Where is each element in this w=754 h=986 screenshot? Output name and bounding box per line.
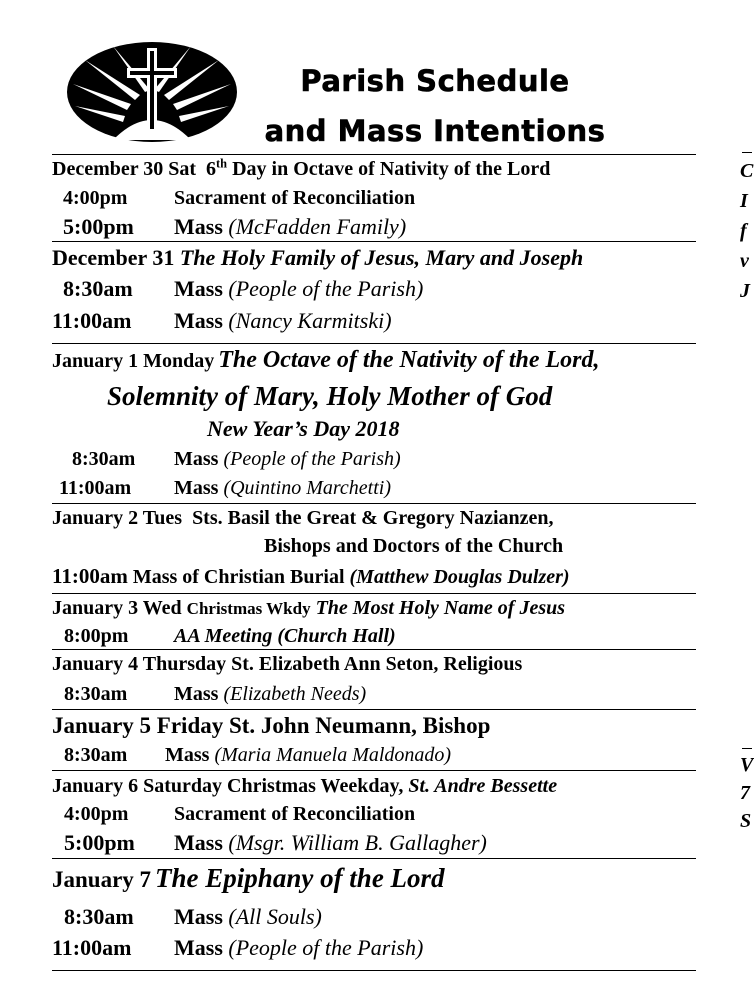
edge-fragment: S (740, 810, 752, 832)
entry-heading: January 6 Saturday Christmas Weekday, St. Andre Bessette (52, 775, 558, 797)
feast-subtitle: New Year’s Day 2018 (207, 416, 400, 441)
schedule-row (52, 679, 696, 709)
edge-divider (742, 748, 752, 749)
row-intention: (All Souls) (228, 904, 322, 929)
row-time: 4:00pm (64, 803, 129, 825)
row-time: 8:30am (72, 448, 136, 470)
schedule-row (52, 828, 696, 858)
edge-fragment: v (740, 250, 749, 272)
row-intention: (Matthew Douglas Dulzer) (349, 566, 570, 588)
schedule-entry (52, 709, 696, 770)
schedule-entry (52, 593, 696, 649)
feast-subtitle: Bishops and Doctors of the Church (264, 535, 564, 557)
row-label: Mass (174, 214, 223, 239)
entry-heading: January 1 Monday The Octave of the Nativity of the Lord, (52, 347, 600, 373)
schedule-row (52, 474, 696, 503)
row-intention: AA Meeting (Church Hall) (174, 625, 396, 647)
feast-name: The Holy Family of Jesus, Mary and Joseph (179, 245, 584, 270)
schedule-entry (52, 649, 696, 709)
edge-fragment: J (740, 280, 750, 302)
row-intention: (People of the Parish) (223, 448, 401, 470)
schedule-row (52, 741, 696, 770)
row-time: 8:30am (64, 744, 128, 766)
row-intention: (Elizabeth Needs) (223, 683, 367, 705)
feast-name: St. Andre Bessette (408, 775, 558, 797)
feast-name: The Octave of the Nativity of the Lord, (218, 347, 600, 373)
row-label: Mass (174, 935, 223, 960)
row-label: Mass (174, 904, 223, 929)
row-time: 8:30am (64, 683, 128, 705)
row-label: Mass (174, 276, 223, 301)
row-label: Mass (165, 744, 210, 766)
schedule-row (52, 931, 696, 970)
schedule-row (52, 623, 696, 649)
row-label: Sacrament of Reconciliation (174, 187, 416, 209)
edge-fragment: f (740, 220, 747, 242)
row-intention: (Quintino Marchetti) (223, 477, 392, 499)
edge-fragment: V (740, 754, 754, 776)
entry-heading: January 2 Tues Sts. Basil the Great & Gregory Nazianzen, (52, 507, 554, 529)
feast-name: The Epiphany of the Lord (155, 863, 445, 893)
row-label: Mass (174, 308, 223, 333)
row-label: Mass (174, 830, 223, 855)
row-intention: (McFadden Family) (228, 214, 407, 239)
edge-fragment: C (740, 160, 754, 182)
row-label: Sacrament of Reconciliation (174, 803, 416, 825)
schedule-row (52, 444, 696, 474)
parish-logo (65, 40, 239, 144)
entry-heading: January 4 Thursday St. Elizabeth Ann Seton, Religious (52, 653, 523, 675)
row-intention: (Maria Manuela Maldonado) (214, 744, 452, 766)
schedule-entry (52, 241, 696, 337)
row-intention: (Msgr. William B. Gallagher) (228, 830, 487, 855)
schedule-entry (52, 503, 696, 593)
edge-divider (742, 152, 752, 153)
page-subtitle: and Mass Intentions (264, 114, 606, 148)
entry-heading: December 30 Sat 6th Day in Octave of Nativity of the Lord (52, 156, 551, 180)
feast-name: Solemnity of Mary, Holy Mother of God (107, 381, 553, 411)
schedule-row (52, 801, 696, 828)
row-intention: (People of the Parish) (228, 935, 424, 960)
page-title: Parish Schedule (300, 64, 570, 98)
row-label: Mass (174, 683, 219, 705)
entry-heading: January 7 The Epiphany of the Lord (52, 863, 445, 893)
feast-name: Sts. Basil the Great & Gregory Nazianzen, (192, 507, 554, 529)
row-time: 11:00am (52, 308, 132, 333)
row-time: 11:00am (52, 564, 128, 588)
edge-fragment: I (740, 190, 748, 212)
row-time: 11:00am (52, 935, 132, 960)
schedule-entry (52, 154, 696, 241)
schedule-row (52, 273, 696, 304)
schedule-entry (52, 858, 696, 971)
schedule-entry (52, 343, 696, 503)
row-time: 8:30am (64, 904, 134, 929)
schedule-row (52, 902, 696, 931)
entry-heading: December 31 The Holy Family of Jesus, Mary and Joseph (52, 245, 584, 270)
schedule-row (52, 560, 696, 593)
entry-heading: January 3 Wed Christmas Wkdy The Most Holy Name of Jesus (52, 597, 566, 619)
schedule-row (52, 212, 696, 241)
row-time: 5:00pm (64, 830, 135, 855)
row-label: Mass (174, 477, 219, 499)
row-time: 8:00pm (64, 625, 129, 647)
row-label: Mass of Christian Burial (132, 566, 345, 588)
feast-name: The Most Holy Name of Jesus (315, 597, 566, 619)
schedule-row (52, 184, 696, 212)
schedule-list (52, 154, 696, 971)
row-label: Mass (174, 448, 219, 470)
row-time: 5:00pm (63, 214, 134, 239)
row-time: 4:00pm (63, 187, 128, 209)
edge-fragment: 7 (740, 782, 750, 804)
schedule-entry (52, 770, 696, 858)
row-intention: (People of the Parish) (228, 276, 424, 301)
schedule-row (52, 304, 696, 337)
row-intention: (Nancy Karmitski) (228, 308, 392, 333)
row-time: 8:30am (63, 276, 133, 301)
row-time: 11:00am (59, 477, 132, 499)
entry-heading: January 5 Friday St. John Neumann, Bishop (52, 713, 491, 738)
